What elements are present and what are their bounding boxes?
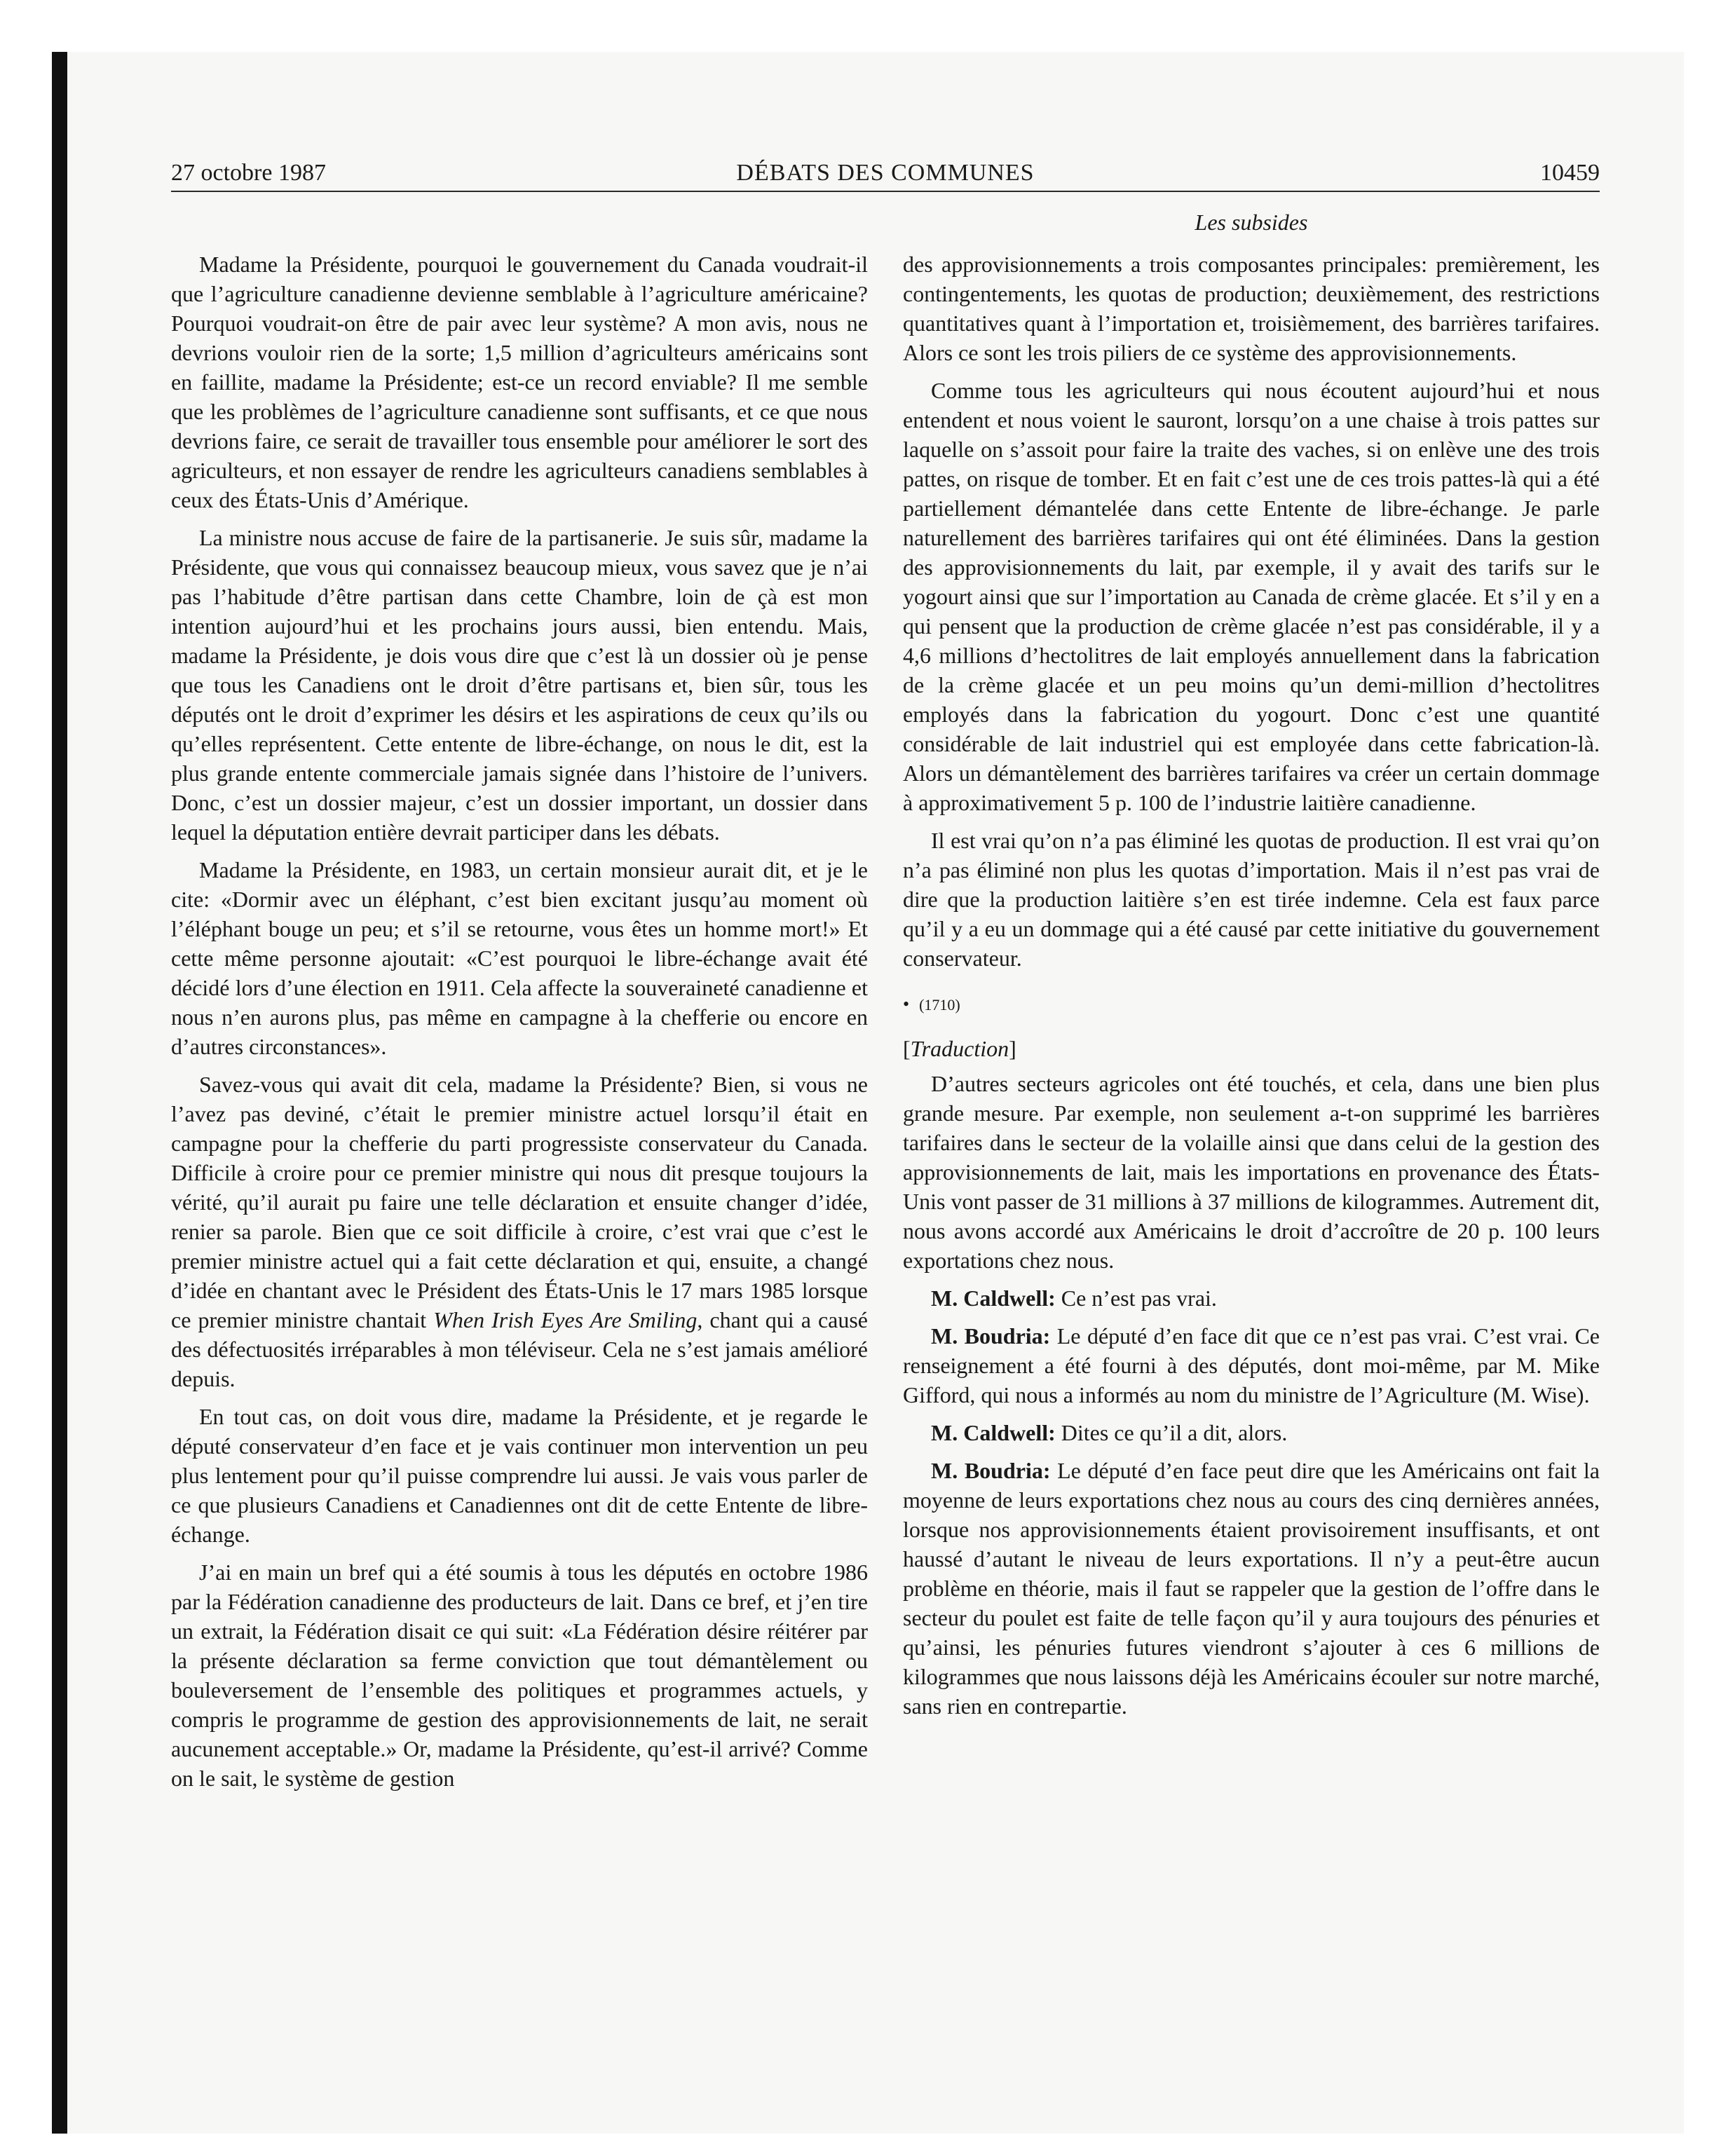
speech-text: Le député d’en face peut dire que les Américains ont fait la moyenne de leurs exportations chez nous au cours des cinq dernières années, lorsque nos approvisionnements étaient provisoirement insuffisants, et ont haussé d’autant le niveau de leurs exportations. Il n’y a peut-être aucun problème en théorie, mais il faut se rappeler que la gestion de l’offre dans le secteur du poulet est faite de telle façon qu’il y aura toujours des pénuries et qu’ainsi, les pénuries futures viendront s’ajouter à ces 6 millions de kilogrammes que nous laissons déjà les Américains écouler sur notre marché, sans rien en contrepartie. [903,1458,1600,1719]
translation-label [903,1034,1600,1063]
paragraph: D’autres secteurs agricoles ont été touchés, et cela, dans une bien plus grande mesure. Par exemple, non seulement a-t-on supprimé les barrières tarifaires dans le secteur de la volaille ainsi que dans celui de la gestion des approvisionnements de lait, mais les importations en provenance des États-Unis vont passer de 31 millions à 37 millions de kilogrammes. Autrement dit, nous avons accordé aux Américains le droit d’accroître de 20 p. 100 leurs exportations chez nous. [903,1071,1600,1273]
speech-text: Ce n’est pas vrai. [1055,1285,1217,1311]
paragraph: J’ai en main un bref qui a été soumis à tous les députés en octobre 1986 par la Fédération canadienne des producteurs de lait. Dans ce bref, et j’en tire un extrait, la Fédération disait ce qui suit: «La Fédération désire réitérer par la présente déclaration sa ferme conviction que tout démantèlement ou bouleversement de l’ensemble des politiques et programmes actuels, y compris le programme de gestion des approvisionnements de lait, ne serait aucunement acceptable.» Or, madame la Présidente, qu’est-il arrivé? Comme on le sait, le système de gestion [171,1560,868,1791]
section-title: Les subsides [1195,210,1308,235]
scan-edge-bar [52,52,67,2134]
speaker-name: M. Boudria: [931,1458,1051,1483]
bullet-icon: • [903,994,910,1014]
speech-caldwell [903,1283,1600,1313]
time-marker-text: (1710) [919,996,960,1014]
header-rule [171,191,1600,192]
speech-text: Le député d’en face dit que ce n’est pas vrai. C’est vrai. Ce renseignement a été fourni à des députés, dont moi-même, par M. Mike Gifford, qui nous a informés au nom du ministre de l’Agriculture (M. Wise). [903,1323,1600,1407]
bracket-open: [ [903,1036,911,1061]
header-title: DÉBATS DES COMMUNES [736,160,1035,186]
paragraph: des approvisionnements a trois composantes principales: premièrement, les contingentements, les quotas de production; deuxièmement, des restrictions quantitatives quant à l’importation et, troisièmement, des barrières tarifaires. Alors ce sont les trois piliers de ce système des approvisionnements. [903,252,1600,365]
page-header [171,156,1600,191]
page-number: 10459 [1540,160,1600,186]
paragraph-text: , chant qui a causé des défectuosités irréparables à mon téléviseur. Cela ne s’est jamais amélioré depuis. [171,1307,869,1391]
paragraph: La ministre nous accuse de faire de la partisanerie. Je suis sûr, madame la Présidente, que vous qui connaissez beaucoup mieux, vous savez que je n’ai pas l’habitude d’être partisan dans cette Chambre, loin de çà est mon intention aujourd’hui et les prochains jours aussi, bien entendu. Mais, madame la Présidente, je dois vous dire que c’est là un dossier où je pense que tous les Canadiens ont le droit d’être partisans et, bien sûr, tous les députés ont le droit d’exprimer les désirs et les aspirations de ceux qu’ils ou qu’elles représentent. Cette entente de libre-échange, on nous le dit, est la plus grande entente commerciale jamais signée dans l’histoire de l’univers. Donc, c’est un dossier majeur, c’est un dossier important, un dossier dans lequel la députation entière devrait participer dans les débats. [171,525,868,845]
paragraph: Il est vrai qu’on n’a pas éliminé les quotas de production. Il est vrai qu’on n’a pas éliminé non plus les quotas d’importation. Mais il n’est pas vrai de dire que la production laitière s’en est tirée indemne. Cela est faux parce qu’il y a eu un dommage qui a été causé par cette initiative du gouvernement conservateur. [903,828,1600,971]
speech-boudria [903,1321,1600,1410]
speech-text: Dites ce qu’il a dit, alors. [1055,1420,1288,1445]
speech-boudria [903,1456,1600,1721]
bracket-close: ] [1009,1036,1016,1061]
speaker-name: M. Caldwell: [931,1420,1056,1445]
header-date: 27 octobre 1987 [171,160,326,186]
paragraph: Madame la Présidente, pourquoi le gouvernement du Canada voudrait-il que l’agriculture canadienne devienne semblable à l’agriculture américaine? Pourquoi voudrait-on être de pair avec leur système? A mon avis, nous ne devrions vouloir rien de la sorte; 1,5 million d’agriculteurs américains sont en faillite, madame la Présidente; est-ce un record enviable? Il me semble que les problèmes de l’agriculture canadienne sont suffisants, et ce que nous devrions faire, ce serait de travailler tous ensemble pour améliorer le sort des agriculteurs, et non essayer de rendre les agriculteurs canadiens semblables à ceux des États-Unis d’Amérique. [171,252,868,512]
right-column [903,250,1600,1729]
paragraph: Madame la Présidente, en 1983, un certain monsieur aurait dit, et je le cite: «Dormir avec un éléphant, c’est bien excitant jusqu’au moment où l’éléphant bouge un peu; et s’il se retourne, vous êtes un homme mort!» Et cette même personne ajoutait: «C’est pourquoi le libre-échange avait été décidé lors d’une élection en 1911. Cela affecte la souveraineté canadienne et nous n’en aurons plus, pas même en campagne à la chefferie ou encore en d’autres circonstances». [171,857,868,1059]
paragraph-text: Savez-vous qui avait dit cela, madame la Présidente? Bien, si vous ne l’avez pas deviné, c’était le premier ministre actuel lorsqu’il était en campagne pour la chefferie du parti progressiste conservateur du Canada. Difficile à croire pour ce premier ministre qui nous dit presque toujours la vérité, qu’il aurait pu faire une telle déclaration et ensuite changer d’idée, renier sa parole. Bien que ce soit difficile à croire, c’est vrai que c’est le premier ministre actuel qui a fait cette déclaration et qui, ensuite, a changé d’idée en chantant avec le Président des États-Unis le 17 mars 1985 lorsque ce premier ministre chantait [171,1072,868,1332]
paragraph: En tout cas, on doit vous dire, madame la Présidente, et je regarde le député conservateur d’en face et je vais continuer mon intervention un peu plus lentement pour qu’il puisse comprendre lui aussi. Je vais vous parler de ce que plusieurs Canadiens et Canadiennes ont dit de cette Entente de libre-échange. [171,1404,868,1547]
paragraph: Comme tous les agriculteurs qui nous écoutent aujourd’hui et nous entendent et nous voient le sauront, lorsqu’on a une chaise à trois pattes sur laquelle on s’assoit pour faire la traite des vaches, si on enlève une des trois pattes, on risque de tomber. Et en fait c’est une de ces trois pattes-là qui a été partiellement démantelée dans cette Entente de libre-échange. Je parle naturellement des barrières tarifaires qui ont été éliminées. Dans la gestion des approvisionnements du lait, par exemple, il y avait des tarifs sur le yogourt ainsi que sur l’importation au Canada de crème glacée. Et s’il y en a qui pensent que la production de crème glacée n’est pas considérable, il y a 4,6 millions d’hectolitres de lait employés annuellement dans la fabrication de la crème glacée et un peu moins qu’un demi-million d’hectolitres employés dans la fabrication du yogourt. Donc c’est une quantité considérable de lait industriel qui est employée dans cette fabrication-là. Alors un démantèlement des barrières tarifaires va créer un certain dommage à approximativement 5 p. 100 de l’industrie laitière canadienne. [903,378,1600,815]
time-marker [903,994,1600,1016]
song-title: When Irish Eyes Are Smiling [433,1307,698,1332]
speaker-name: M. Caldwell: [931,1285,1056,1311]
paragraph [171,1070,868,1393]
translation-word: Traduction [910,1036,1009,1061]
speaker-name: M. Boudria: [931,1323,1051,1349]
speech-caldwell [903,1418,1600,1447]
left-column [171,250,868,1801]
